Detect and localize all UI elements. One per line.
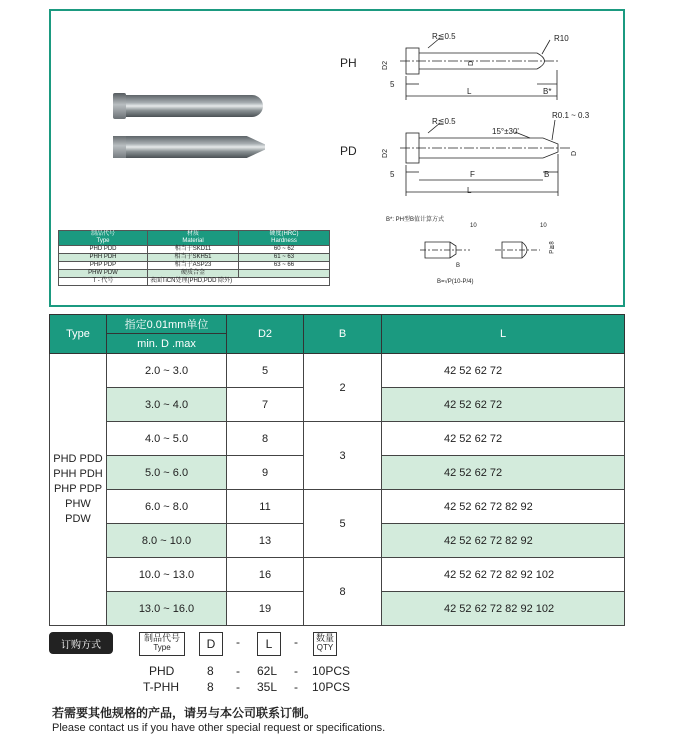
pd-b-label: B — [544, 170, 550, 179]
table-row: 5.0 ~ 6.0 9 42 52 62 72 — [50, 456, 625, 490]
pd-f-label: F — [470, 170, 475, 179]
header-unit: 指定0.01mm单位 — [107, 315, 227, 334]
order-qty-box: 数量 QTY — [313, 632, 337, 656]
ph-d2-label: D2 — [381, 61, 389, 70]
header-hardness: 硬度(HRC) Hardness — [239, 231, 330, 246]
table-row: PHH PDH 相当于SKH51 61 ~ 63 — [59, 254, 330, 262]
b-value: 3 — [304, 422, 382, 490]
order-dash: - — [294, 635, 298, 649]
footer-note-cn: 若需要其他规格的产品，请另与本公司联系订制。 — [52, 706, 317, 720]
example-l: 35L — [257, 680, 278, 694]
header-type: 制品代号 Type — [59, 231, 148, 246]
spec-header-row — [50, 315, 625, 334]
ph-head-length: 5 — [390, 80, 395, 89]
b-calc-note: B*: PH型B值计算方式 — [386, 217, 445, 223]
table-row: PHD PDD 相当于SKD11 60 ~ 62 — [59, 246, 330, 254]
pd-tip-radius: R0.1 ~ 0.3 — [552, 111, 590, 120]
table-row: 10.0 ~ 13.0 16 8 42 52 62 72 82 92 102 — [50, 558, 625, 592]
table-row: 4.0 ~ 5.0 8 3 42 52 62 72 — [50, 422, 625, 456]
pd-l-label: L — [467, 186, 472, 195]
example-dash: - — [236, 664, 240, 678]
ph-l-label: L — [467, 87, 472, 96]
table-row: 8.0 ~ 10.0 13 42 52 62 72 82 92 — [50, 524, 625, 558]
pd-label: PD — [340, 144, 357, 158]
pd-d-label: D — [571, 150, 579, 157]
b-value: 2 — [304, 354, 382, 422]
pd-head-radius: R≦0.5 — [432, 117, 456, 126]
order-type-box: 制品代号 Type — [139, 632, 185, 656]
example-dash: - — [236, 680, 240, 694]
header-l: L — [382, 315, 625, 354]
header-d2: D2 — [227, 315, 304, 354]
ph-label: PH — [340, 56, 357, 70]
example-qty: 10PCS — [312, 680, 351, 694]
order-l-box: L — [257, 632, 281, 656]
table-row: 3.0 ~ 4.0 7 42 52 62 72 — [50, 388, 625, 422]
example-d: 8 — [207, 664, 214, 678]
order-dash: - — [236, 635, 240, 649]
pd-head-length: 5 — [390, 170, 395, 179]
example-dash: - — [294, 680, 298, 694]
pd-d2-label: D2 — [381, 149, 389, 158]
ph-head-radius: R≦0.5 — [432, 32, 456, 41]
small-b-label: B — [456, 263, 461, 269]
pin-head — [113, 93, 126, 119]
example-type: PHD — [149, 664, 175, 678]
material-table-header — [59, 231, 330, 246]
table-row: PHW PDW 硬质合金 — [59, 270, 330, 278]
b-formula: B=√P(10-P/4) — [437, 279, 474, 285]
b-value: 5 — [304, 490, 382, 558]
example-dash: - — [294, 664, 298, 678]
header-range: min. D .max — [107, 334, 227, 354]
table-row: PHD PDD PHH PDH PHP PDP PHW PDW 2.0 ~ 3.0 5 2 42 52 62 72 — [50, 354, 625, 388]
table-row: 6.0 ~ 8.0 11 5 42 52 62 72 82 92 — [50, 490, 625, 524]
header-type: Type — [50, 315, 107, 354]
ph-tip-radius: R10 — [554, 34, 569, 43]
ph-b-label: B* — [543, 87, 552, 96]
footer-note-en: Please contact us if you have other special request or specifications. — [52, 722, 386, 734]
pd-angle: 15°±30' — [492, 127, 519, 136]
spec-table — [49, 314, 625, 626]
ph-pin-image — [113, 95, 263, 117]
pin-head — [113, 134, 126, 160]
ph-d-label: D — [468, 60, 476, 67]
small-radius-2: 10 — [540, 223, 547, 229]
table-row: T - 代号 表面TiCN处理(PHD,PDD 除外) — [59, 278, 330, 286]
header-b: B — [304, 315, 382, 354]
b-value: 8 — [304, 558, 382, 626]
order-section — [49, 630, 649, 700]
table-row: 13.0 ~ 16.0 19 42 52 62 72 82 92 102 — [50, 592, 625, 626]
order-badge: 订购方式 — [49, 632, 113, 654]
example-d: 8 — [207, 680, 214, 694]
header-material: 材质 Material — [148, 231, 239, 246]
order-d-box: D — [199, 632, 223, 656]
example-qty: 10PCS — [312, 664, 351, 678]
material-table — [58, 230, 330, 286]
example-type: T-PHH — [143, 680, 179, 694]
small-p-label: P≧8 — [549, 241, 556, 254]
table-row: PHP PDP 相当于ASP23 63 ~ 66 — [59, 262, 330, 270]
small-radius-1: 10 — [470, 223, 477, 229]
type-cell: PHD PDD PHH PDH PHP PDP PHW PDW — [50, 354, 107, 626]
pd-pin-image — [113, 136, 265, 158]
example-l: 62L — [257, 664, 278, 678]
